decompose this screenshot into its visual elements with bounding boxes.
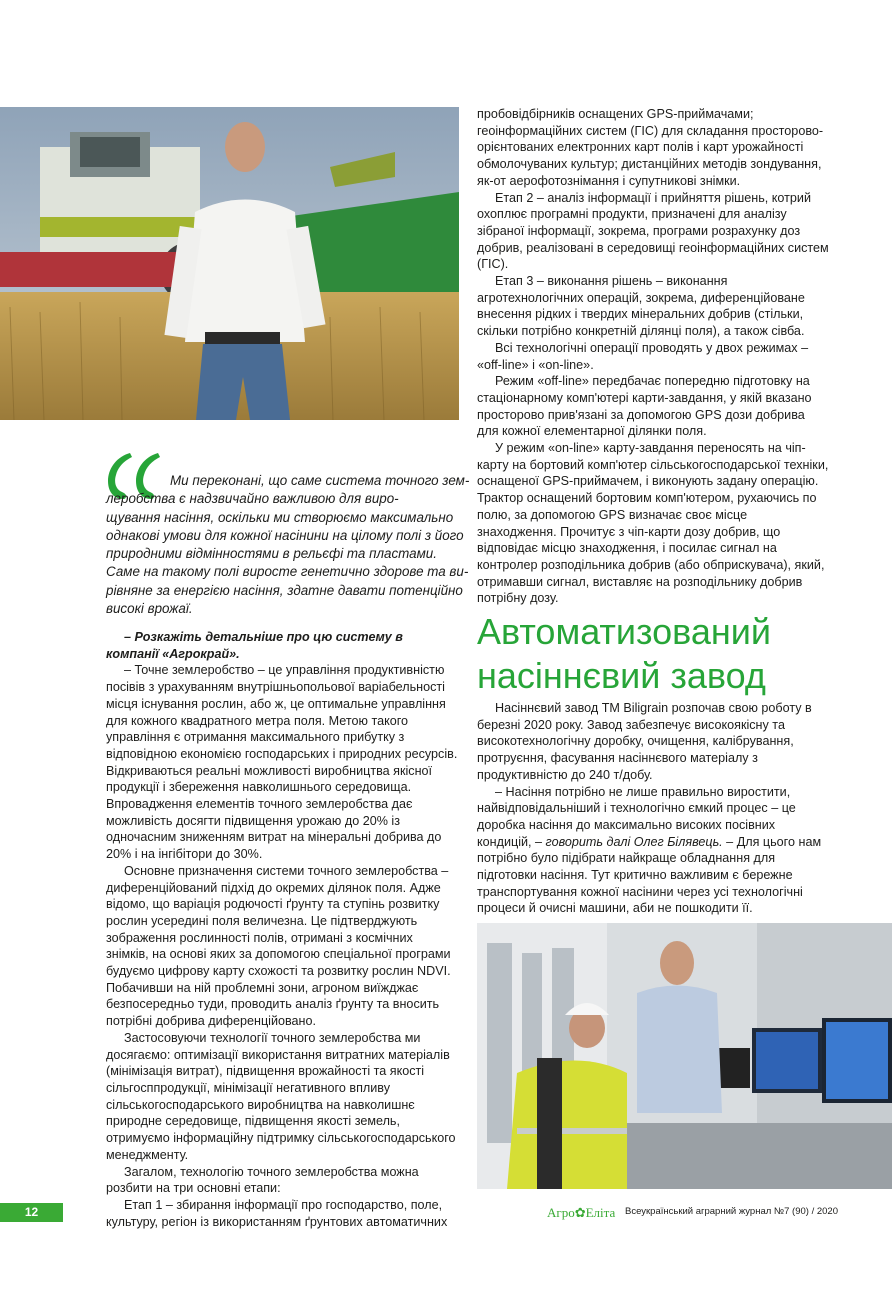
paragraph: У режим «on-line» карту-завдання переносять на чіп-карту на бортовий комп'ютер сільськогосподарської техніки, оснащеної GPS-приймачем, і виконують задану операцію. Трактор оснащений бортовим комп'ютером, рухаючись по полю, за допомогою GPS визначає своє місце знаходження. Прочитує з чіп-карти дозу добрив, що відповідає місцю знаходження, і посилає сигнал на контролер розподільника добрив (або обприскувача), який, отримавши сигнал, виставляє на розподільнику добрив потрібну дозу. xyxy=(477,441,829,606)
paragraph xyxy=(477,784,829,918)
heading-line: Автоматизований xyxy=(477,611,771,652)
paragraph: Етап 2 – аналіз інформації і прийняття рішень, котрий охоплює програмні продукти, призначені для аналізу зібраної інформації, зокрема, програми розрахунку доз добрив, реалізовані в середовищі геоінформаційних систем (ГІС). xyxy=(477,190,829,272)
quote-line: Ми переконані, що саме система точного зем- xyxy=(170,473,470,488)
paragraph: пробовідбірників оснащених GPS-приймачами; геоінформаційних систем (ГІС) для складання просторово-орієнтованих електронних карт полів і карт урожайності обмолочуваних культур; дистанційних методів зондування, як-от аерофотознімання і супутникові знімки. xyxy=(477,107,824,188)
quote-line: однакові умови для кожної насінини на цілому полі з його xyxy=(106,527,464,543)
page-number: 12 xyxy=(0,1203,63,1222)
speaker-attribution: – говорить далі Олег Білявець. xyxy=(535,834,723,849)
journal-issue: Всеукраїнський аграрний журнал №7 (90) / 2020 xyxy=(625,1206,838,1217)
quote-line: рівняне за енергією насіння, здатне давати потенційно xyxy=(106,582,463,598)
paragraph: Загалом, технологію точного землеробства можна розбити на три основні етапи: xyxy=(106,1164,419,1196)
quote-line: Саме на такому полі виросте генетично здорове та ви- xyxy=(106,564,469,580)
control-room-photo xyxy=(477,923,892,1189)
paragraph: – Точне землеробство – це управління продуктивністю посівів з урахуванням внутрішньопольової варіабельності місця існування рослин, або ж, це оптимальне управління для кожного квадратного метра поля. Метою такого управління є отримання максимального прибутку з відповідною економією господарських і природних ресурсів. Відкриваються реальні можливості виробництва якісної продукції і збереження навколишнього середовища. Впровадження елементів точного землеробства дає можливість досягти підвищення урожаю до 20% із одночасним зниженням витрат на мінеральні добрива до 20% і на інгібітори до 30%. xyxy=(106,663,458,862)
paragraph: Етап 1 – збирання інформації про господарство, поле, культуру, регіон із використанням ґрунтових автоматичних xyxy=(106,1197,448,1229)
right-column-lower xyxy=(477,700,829,917)
quote-line: леробства є надзвичайно важливою для виро- xyxy=(106,491,399,507)
paragraph: Етап 3 – виконання рішень – виконання агротехнологічних операцій, зокрема, диференційоване внесення рідких і твердих мінеральних добрив (стільки, скільки потрібно конкретній ділянці поля), а також сівба. xyxy=(477,274,805,339)
right-column xyxy=(477,106,829,607)
paragraph: Насіннєвий завод ТМ Biligrain розпочав свою роботу в березні 2020 року. Завод забезпечує високоякісну та високотехнологічну доробку, очищення, калібрування, протруєння, фасування насіннєвого матеріалу з продуктивністю до 240 т/добу. xyxy=(477,701,812,782)
quote-line: щування насіння, оскільки ми створюємо максимально xyxy=(106,509,454,525)
pull-quote xyxy=(106,472,470,618)
magazine-logo: Агро✿Еліта xyxy=(547,1205,616,1220)
left-column xyxy=(106,629,458,1230)
quote-line: високі врожаї. xyxy=(106,601,193,617)
paragraph: Всі технологічні операції проводять у двох режимах – «off-line» і «on-line». xyxy=(477,340,809,372)
heading-line: насіннєвий завод xyxy=(477,655,766,696)
paragraph: Застосовуючи технології точного землеробства ми досягаємо: оптимізації використання витратних матеріалів (мінімізація витрат), підвищення врожайності та якості сільгосппродукції, мінімізації негативного впливу сільськогосподарського виробництва на навколишнє природне середовище, підвищення якості земель, отримуємо інформаційну підтримку сільськогосподарського менеджменту. xyxy=(106,1030,456,1162)
paragraph: Основне призначення системи точного землеробства – диференційований підхід до окремих ділянок поля. Адже відомо, що варіація родючості ґрунту та ступінь розвитку рослин усередині поля величезна. Це підтверджують зображення рослинності полів, отримані з космічних знімків, на основі яких за допомогою спеціальної програми будуємо цифрову карту схожості та розвитку рослин NDVI. Побачивши на ній проблемні зони, агроном виїжджає безпосередньо туди, проводить аналіз ґрунту та вносить потрібні добрива диференційовано. xyxy=(106,863,451,1029)
quote-line: природними відмінностями в рельєфі та пластами. xyxy=(106,546,437,562)
paragraph: Режим «off-line» передбачає попередню підготовку на стаціонарному комп'ютері карти-завдання, у якій вказано просторово прив'язані за допомогою GPS дози добрива для кожної елементарної ділянки поля. xyxy=(477,374,812,439)
paragraph-text: – Для цього нам потрібно було підібрати найкраще обладнання для підготовки насіння. Тут критично важливим є бережне транспортування кожної насінини через усі технологічні процеси й очисні машини, аби не пошкодити її. xyxy=(477,834,822,916)
section-heading xyxy=(477,610,877,698)
harvester-photo xyxy=(0,107,459,420)
interview-question: – Розкажіть детальніше про цю систему в компанії «Агрокрай». xyxy=(106,630,403,661)
paragraph-text: – Насіння потрібно не лише правильно виростити, найвідповідальніший і технологічно ємкий процес – це доробка насіння до максимально високих посівних кондицій, xyxy=(477,784,796,849)
